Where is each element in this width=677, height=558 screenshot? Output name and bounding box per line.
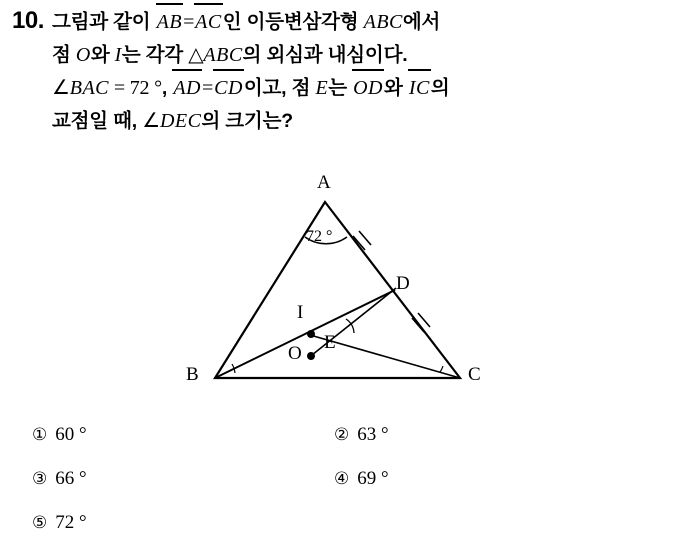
choice-1[interactable] bbox=[32, 424, 87, 446]
choice-5[interactable] bbox=[32, 512, 87, 534]
question-text bbox=[52, 6, 662, 138]
point-o bbox=[307, 352, 315, 360]
label-b: B bbox=[186, 364, 199, 385]
choice-3[interactable] bbox=[32, 468, 87, 490]
choice-2[interactable] bbox=[334, 424, 389, 446]
label-c: C bbox=[468, 364, 481, 385]
choice-4-marker: ④ bbox=[334, 469, 350, 489]
label-angle-72: 72 ° bbox=[306, 228, 333, 245]
choice-5-marker: ⑤ bbox=[32, 513, 48, 533]
question-line-2: 점 O와 I는 각각 △ABC의 외심과 내심이다. bbox=[52, 44, 408, 66]
geometry-figure bbox=[140, 172, 540, 410]
choice-3-value: 66 ° bbox=[55, 468, 87, 489]
choice-2-marker: ② bbox=[334, 425, 350, 445]
label-e: E bbox=[324, 332, 336, 353]
label-d: D bbox=[396, 273, 410, 294]
question-line-3: ∠BAC = 72 °, AD=CD이고, 점 E는 OD와 IC의 bbox=[52, 72, 662, 105]
angle-arc-c bbox=[440, 366, 443, 372]
label-o: O bbox=[288, 343, 302, 364]
triangle-abc bbox=[215, 202, 460, 378]
tick-mark-dc bbox=[412, 313, 430, 332]
choice-1-value: 60 ° bbox=[55, 424, 87, 445]
choice-2-value: 63 ° bbox=[357, 424, 389, 445]
question-number: 10. bbox=[12, 7, 44, 34]
label-a: A bbox=[317, 172, 331, 193]
label-i: I bbox=[297, 302, 304, 323]
choice-1-marker: ① bbox=[32, 425, 48, 445]
question-line-4: 교점일 때, ∠DEC의 크기는? bbox=[52, 110, 293, 132]
choice-3-marker: ③ bbox=[32, 469, 48, 489]
question-line-1: 그림과 같이 AB=AC인 이등변삼각형 ABC에서 bbox=[52, 6, 662, 39]
choice-4[interactable] bbox=[334, 468, 389, 490]
choice-4-value: 69 ° bbox=[357, 468, 389, 489]
choice-5-value: 72 ° bbox=[55, 512, 87, 533]
point-i bbox=[307, 330, 315, 338]
